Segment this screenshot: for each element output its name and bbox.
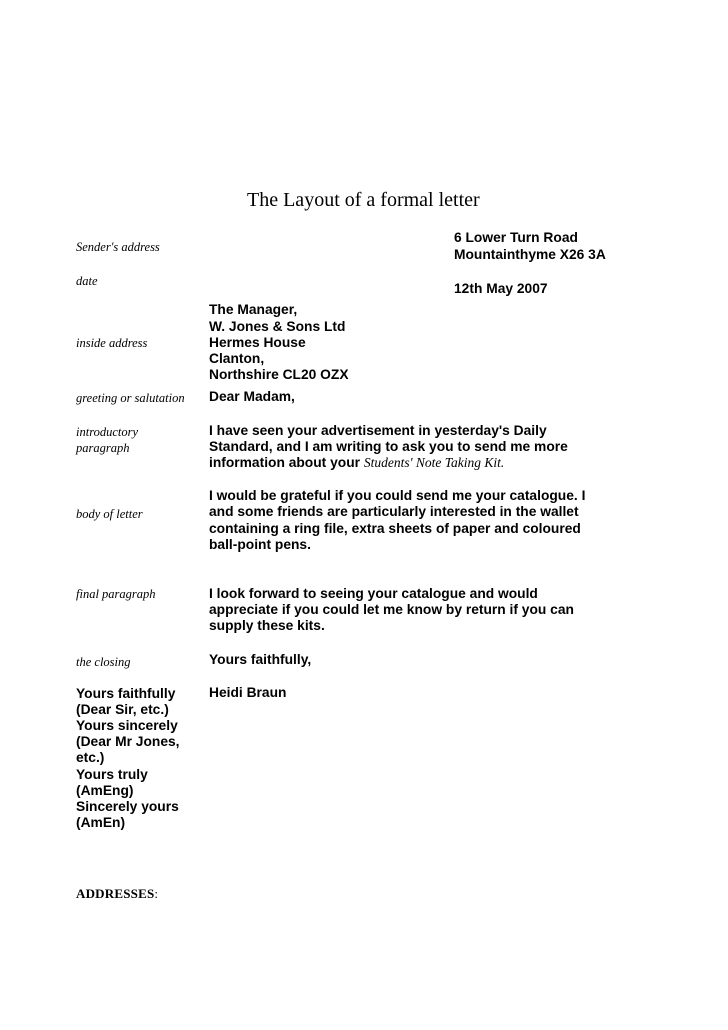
closings-list-item: (AmEng) bbox=[76, 783, 134, 798]
addresses-heading-colon: : bbox=[154, 886, 159, 901]
body-line2: and some friends are particularly interested in the wallet bbox=[209, 504, 579, 519]
label-inside-address: inside address bbox=[76, 336, 148, 350]
label-final-paragraph: final paragraph bbox=[76, 587, 156, 601]
body-line3: containing a ring file, extra sheets of paper and coloured bbox=[209, 521, 581, 536]
intro-product-name: Students' Note Taking Kit. bbox=[363, 455, 505, 470]
sender-address-line2: Mountainthyme X26 3A bbox=[454, 247, 606, 262]
label-greeting: greeting or salutation bbox=[76, 391, 185, 405]
closings-list-item: (Dear Mr Jones, bbox=[76, 734, 180, 749]
addresses-heading-text: ADDRESSES bbox=[76, 886, 155, 901]
body-line4: ball-point pens. bbox=[209, 537, 311, 552]
label-body-of-letter: body of letter bbox=[76, 507, 143, 521]
intro-line3 bbox=[209, 455, 504, 472]
closing: Yours faithfully, bbox=[209, 652, 312, 667]
final-line1: I look forward to seeing your catalogue and would bbox=[209, 586, 538, 601]
closings-list-item: Yours faithfully bbox=[76, 686, 176, 701]
closings-list-item: Yours sincerely bbox=[76, 718, 178, 733]
recipient-line4: Clanton, bbox=[209, 351, 265, 366]
intro-line1: I have seen your advertisement in yesterday's Daily bbox=[209, 423, 547, 438]
final-line2: appreciate if you could let me know by return if you can bbox=[209, 602, 574, 617]
recipient-line5: Northshire CL20 OZX bbox=[209, 367, 349, 382]
closings-list-item: (AmEn) bbox=[76, 815, 126, 830]
label-date: date bbox=[76, 274, 98, 288]
intro-line2: Standard, and I am writing to ask you to send me more bbox=[209, 439, 568, 454]
label-introductory: introductory bbox=[76, 425, 139, 439]
final-line3: supply these kits. bbox=[209, 618, 325, 633]
recipient-line1: The Manager, bbox=[209, 302, 298, 317]
label-introductory-paragraph: paragraph bbox=[76, 441, 130, 455]
addresses-heading bbox=[76, 886, 158, 902]
body-line1: I would be grateful if you could send me your catalogue. I bbox=[209, 488, 586, 503]
signature: Heidi Braun bbox=[209, 685, 287, 700]
recipient-line2: W. Jones & Sons Ltd bbox=[209, 319, 346, 334]
label-closing: the closing bbox=[76, 655, 131, 669]
label-senders-address: Sender's address bbox=[76, 240, 160, 254]
intro-line3-text: information about your bbox=[209, 455, 364, 470]
document-title: The Layout of a formal letter bbox=[247, 189, 480, 211]
sender-date: 12th May 2007 bbox=[454, 281, 548, 296]
closings-list-item: etc.) bbox=[76, 750, 105, 765]
sender-address-line1: 6 Lower Turn Road bbox=[454, 230, 578, 245]
closings-list-item: (Dear Sir, etc.) bbox=[76, 702, 169, 717]
closings-list-item: Yours truly bbox=[76, 767, 148, 782]
greeting: Dear Madam, bbox=[209, 389, 295, 404]
closings-list-item: Sincerely yours bbox=[76, 799, 179, 814]
recipient-line3: Hermes House bbox=[209, 335, 306, 350]
